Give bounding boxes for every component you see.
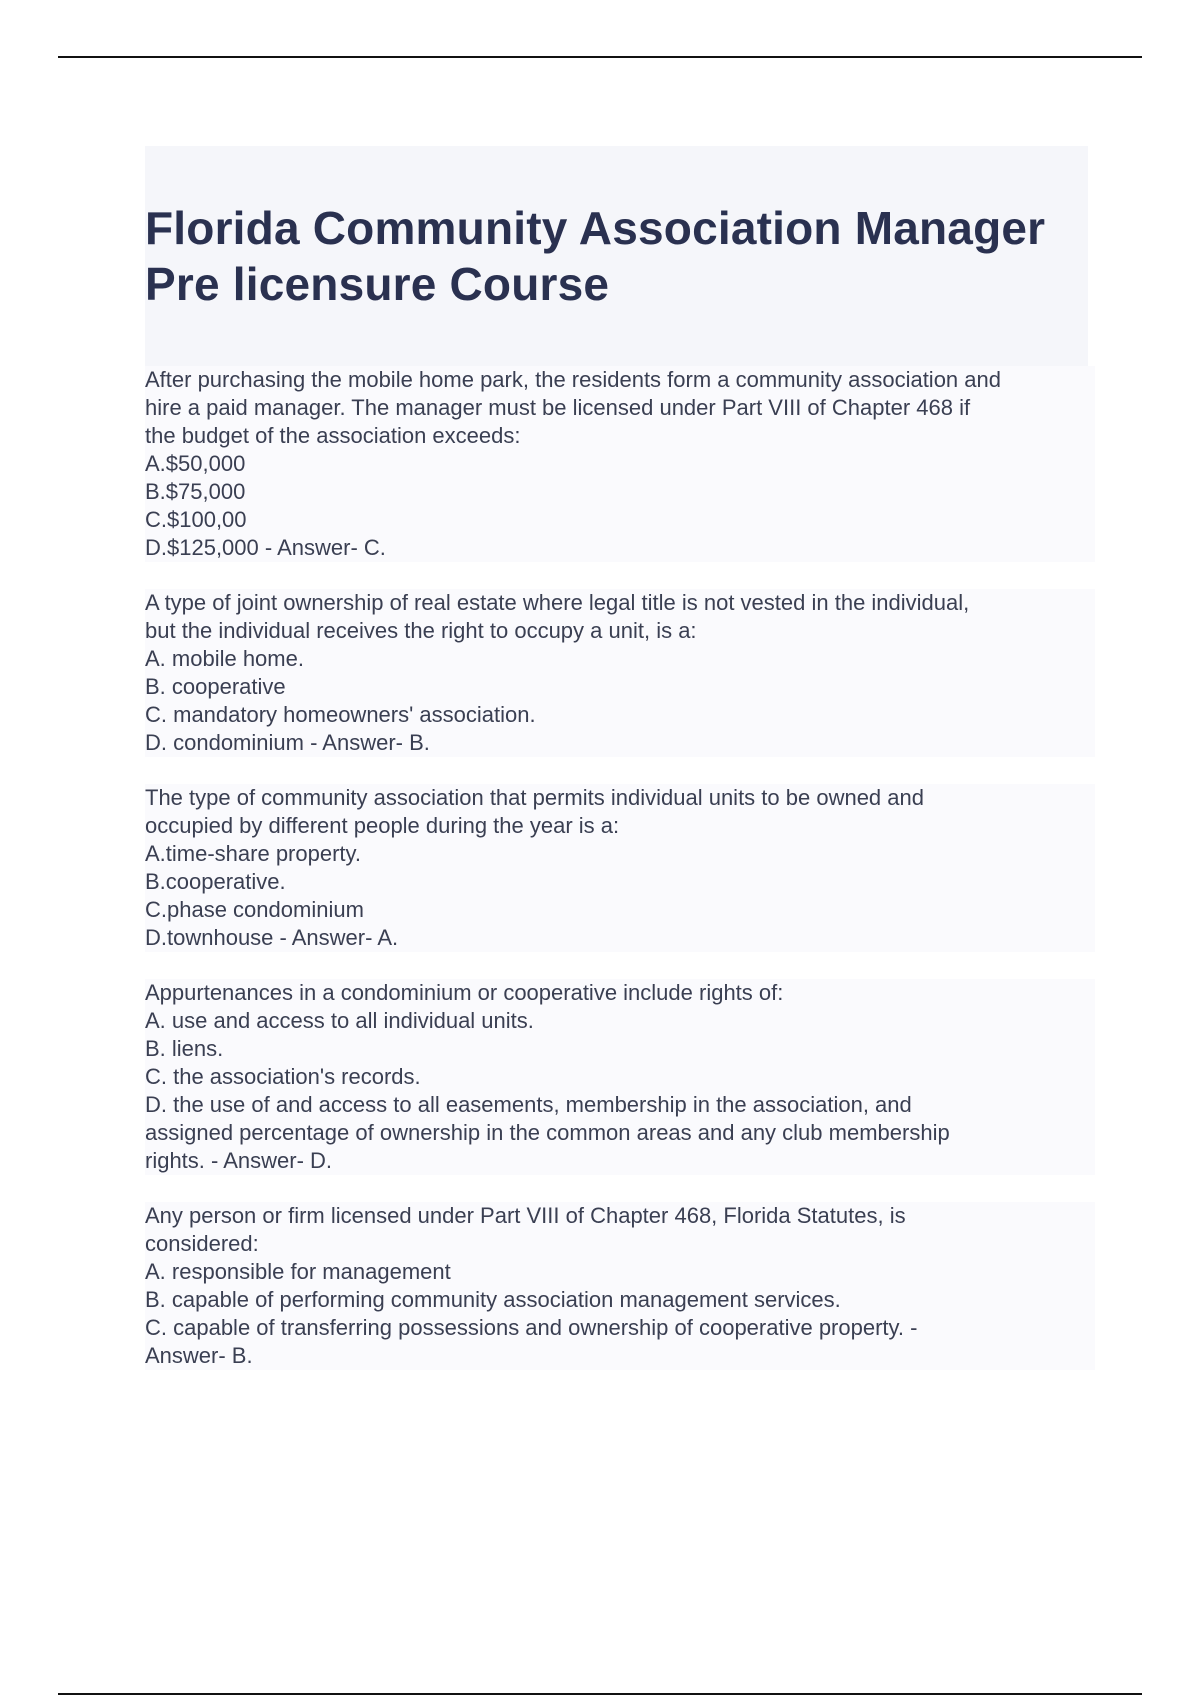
answer-option-with-key: D. condominium - Answer- B.	[145, 729, 1095, 757]
answer-option: A. mobile home.	[145, 645, 1095, 673]
bottom-rule	[58, 1693, 1142, 1695]
answer-option: C.phase condominium	[145, 896, 1095, 924]
question-5	[145, 1202, 1095, 1370]
answer-option: C. mandatory homeowners' association.	[145, 701, 1095, 729]
answer-option: B.$75,000	[145, 478, 1095, 506]
question-4	[145, 979, 1095, 1175]
answer-option-with-key: rights. - Answer- D.	[145, 1147, 1095, 1175]
answer-option: C.$100,00	[145, 506, 1095, 534]
question-line: considered:	[145, 1230, 1095, 1258]
question-1	[145, 366, 1095, 562]
answer-option: assigned percentage of ownership in the common areas and any club membership	[145, 1119, 1095, 1147]
answer-option: A.time-share property.	[145, 840, 1095, 868]
question-line: the budget of the association exceeds:	[145, 422, 1095, 450]
title-line-1: Florida Community Association Manager	[145, 202, 1046, 254]
answer-option: C. the association's records.	[145, 1063, 1095, 1091]
question-list	[145, 366, 1095, 1397]
answer-option: D. the use of and access to all easements, membership in the association, and	[145, 1091, 1095, 1119]
question-line: The type of community association that permits individual units to be owned and	[145, 784, 1095, 812]
answer-option-with-key: D.townhouse - Answer- A.	[145, 924, 1095, 952]
page-title	[145, 200, 1088, 312]
answer-option: B. cooperative	[145, 673, 1095, 701]
question-line: Appurtenances in a condominium or cooperative include rights of:	[145, 979, 1095, 1007]
answer-option: A. responsible for management	[145, 1258, 1095, 1286]
question-3	[145, 784, 1095, 952]
question-line: but the individual receives the right to occupy a unit, is a:	[145, 617, 1095, 645]
question-line: occupied by different people during the year is a:	[145, 812, 1095, 840]
answer-option: B. capable of performing community association management services.	[145, 1286, 1095, 1314]
question-line: A type of joint ownership of real estate where legal title is not vested in the individual,	[145, 589, 1095, 617]
top-rule	[58, 56, 1142, 58]
answer-option: C. capable of transferring possessions and ownership of cooperative property. -	[145, 1314, 1095, 1342]
question-line: hire a paid manager. The manager must be licensed under Part VIII of Chapter 468 if	[145, 394, 1095, 422]
answer-option: B. liens.	[145, 1035, 1095, 1063]
question-2	[145, 589, 1095, 757]
answer-option: B.cooperative.	[145, 868, 1095, 896]
answer-option: A. use and access to all individual units.	[145, 1007, 1095, 1035]
answer-option-with-key: D.$125,000 - Answer- C.	[145, 534, 1095, 562]
answer-option: A.$50,000	[145, 450, 1095, 478]
question-line: Any person or firm licensed under Part VIII of Chapter 468, Florida Statutes, is	[145, 1202, 1095, 1230]
answer-option-with-key: Answer- B.	[145, 1342, 1095, 1370]
title-line-2: Pre licensure Course	[145, 258, 610, 310]
question-line: After purchasing the mobile home park, the residents form a community association and	[145, 366, 1095, 394]
